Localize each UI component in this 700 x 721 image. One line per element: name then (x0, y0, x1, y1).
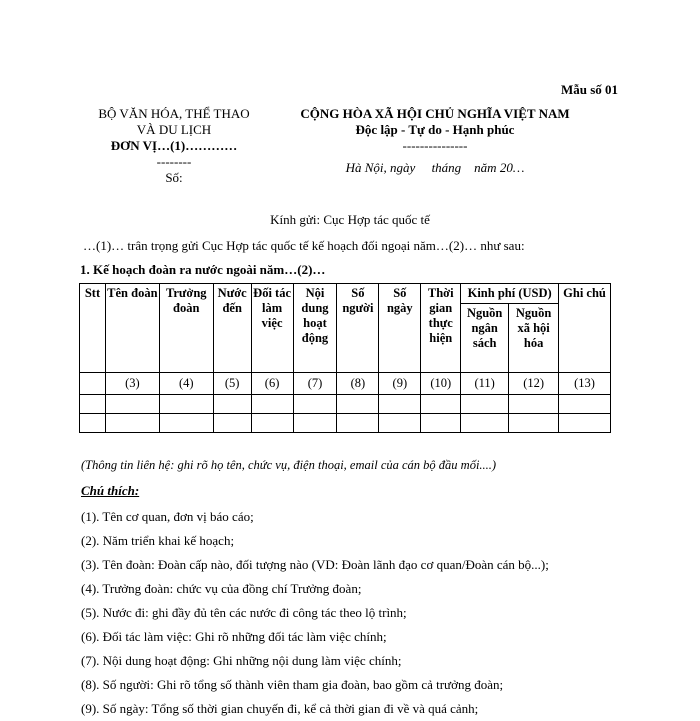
table-cell: (10) (421, 373, 461, 395)
col-ghi-chu: Ghi chú (559, 284, 611, 373)
col-so-nguoi: Số người (337, 284, 379, 373)
table-cell[interactable] (461, 395, 509, 414)
table-cell[interactable] (461, 414, 509, 433)
table-cell[interactable] (509, 395, 559, 414)
col-so-ngay: Số ngày (379, 284, 421, 373)
table-cell[interactable] (379, 395, 421, 414)
col-noi-dung: Nội dung hoạt động (293, 284, 337, 373)
issuing-agency-header (70, 106, 278, 186)
table-cell[interactable] (421, 414, 461, 433)
table-cell[interactable] (251, 414, 293, 433)
table-cell[interactable] (159, 414, 213, 433)
col-kinh-phi: Kinh phí (USD) (461, 284, 559, 304)
country-name: CỘNG HÒA XÃ HỘI CHỦ NGHĨA VIỆT NAM (300, 106, 570, 121)
table-cell[interactable] (80, 414, 106, 433)
notes-list (81, 505, 641, 721)
table-cell[interactable] (293, 395, 337, 414)
table-cell: (13) (559, 373, 611, 395)
table-cell[interactable] (421, 395, 461, 414)
col-truong-doan: Trưởng đoàn (159, 284, 213, 373)
table-cell[interactable] (293, 414, 337, 433)
table-cell (80, 373, 106, 395)
table-number-row (80, 373, 611, 395)
table-cell: (8) (337, 373, 379, 395)
table-cell[interactable] (337, 414, 379, 433)
table-cell[interactable] (379, 414, 421, 433)
table-cell[interactable] (105, 414, 159, 433)
table-cell[interactable] (559, 395, 611, 414)
table-cell[interactable] (559, 414, 611, 433)
table-cell[interactable] (251, 395, 293, 414)
recipient-line: Kính gửi: Cục Hợp tác quốc tế (270, 212, 430, 227)
unit-name: ĐƠN VỊ…(1)………… (110, 138, 238, 153)
list-item: (5). Nước đi: ghi đầy đủ tên các nước đi công tác theo lộ trình; (81, 605, 407, 620)
table-cell: (9) (379, 373, 421, 395)
national-motto-header (290, 106, 580, 176)
list-item: (3). Tên đoàn: Đoàn cấp nào, đối tượng nào (VD: Đoàn lãnh đạo cơ quan/Đoàn cán bộ...); (81, 557, 549, 572)
table-cell: (4) (159, 373, 213, 395)
list-item: (1). Tên cơ quan, đơn vị báo cáo; (81, 509, 254, 524)
table-cell[interactable] (213, 414, 251, 433)
table-cell[interactable] (80, 395, 106, 414)
col-stt: Stt (80, 284, 106, 373)
table-cell: (3) (105, 373, 159, 395)
table-cell: (6) (251, 373, 293, 395)
col-nguon-ngan-sach: Nguồn ngân sách (461, 304, 509, 373)
table-cell: (7) (293, 373, 337, 395)
table-cell: (5) (213, 373, 251, 395)
table-cell: (11) (461, 373, 509, 395)
table-cell[interactable] (159, 395, 213, 414)
ministry-name-line1: BỘ VĂN HÓA, THỂ THAO (98, 106, 250, 121)
table-cell[interactable] (509, 414, 559, 433)
table-row (80, 395, 611, 414)
section-1-title: 1. Kế hoạch đoàn ra nước ngoài năm…(2)… (80, 262, 326, 277)
col-nguon-xa-hoi-hoa: Nguồn xã hội hóa (509, 304, 559, 373)
document-number-label: Số: (165, 170, 183, 185)
col-thoi-gian: Thời gian thực hiện (421, 284, 461, 373)
ministry-name-line2: VÀ DU LỊCH (136, 122, 212, 137)
intro-paragraph: …(1)… trân trọng gửi Cục Hợp tác quốc tế kế hoạch đối ngoại năm…(2)… như sau: (83, 238, 525, 253)
header-divider-left: -------- (156, 154, 192, 169)
list-item: (6). Đối tác làm việc: Ghi rõ những đối tác làm việc chính; (81, 629, 387, 644)
list-item: (8). Số người: Ghi rõ tổng số thành viên tham gia đoàn, bao gồm cả trưởng đoàn; (81, 677, 504, 692)
list-item: (4). Trưởng đoàn: chức vụ của đồng chí Trưởng đoàn; (81, 581, 362, 596)
table-cell[interactable] (105, 395, 159, 414)
national-motto: Độc lập - Tự do - Hạnh phúc (355, 122, 515, 137)
table-cell[interactable] (337, 395, 379, 414)
list-item: (7). Nội dung hoạt động: Ghi những nội dung làm việc chính; (81, 653, 402, 668)
header-divider-right: --------------- (402, 138, 468, 153)
table-row (80, 414, 611, 433)
col-nuoc-den: Nước đến (213, 284, 251, 373)
form-number: Mẫu số 01 (560, 82, 618, 97)
table-header-row (80, 284, 611, 304)
contact-info-note: (Thông tin liên hệ: ghi rõ họ tên, chức vụ, điện thoại, email của cán bộ đầu mối....) (81, 458, 497, 472)
place-date-line: Hà Nội, ngày tháng năm 20… (345, 160, 525, 175)
col-doi-tac: Đối tác làm việc (251, 284, 293, 373)
notes-title: Chú thích: (81, 483, 140, 498)
list-item: (2). Năm triển khai kế hoạch; (81, 533, 235, 548)
table-cell: (12) (509, 373, 559, 395)
list-item: (9). Số ngày: Tổng số thời gian chuyến đi, kể cả thời gian đi về và quá cảnh; (81, 701, 479, 716)
table-cell[interactable] (213, 395, 251, 414)
outbound-delegation-plan-table (79, 283, 611, 433)
col-ten-doan: Tên đoàn (105, 284, 159, 373)
